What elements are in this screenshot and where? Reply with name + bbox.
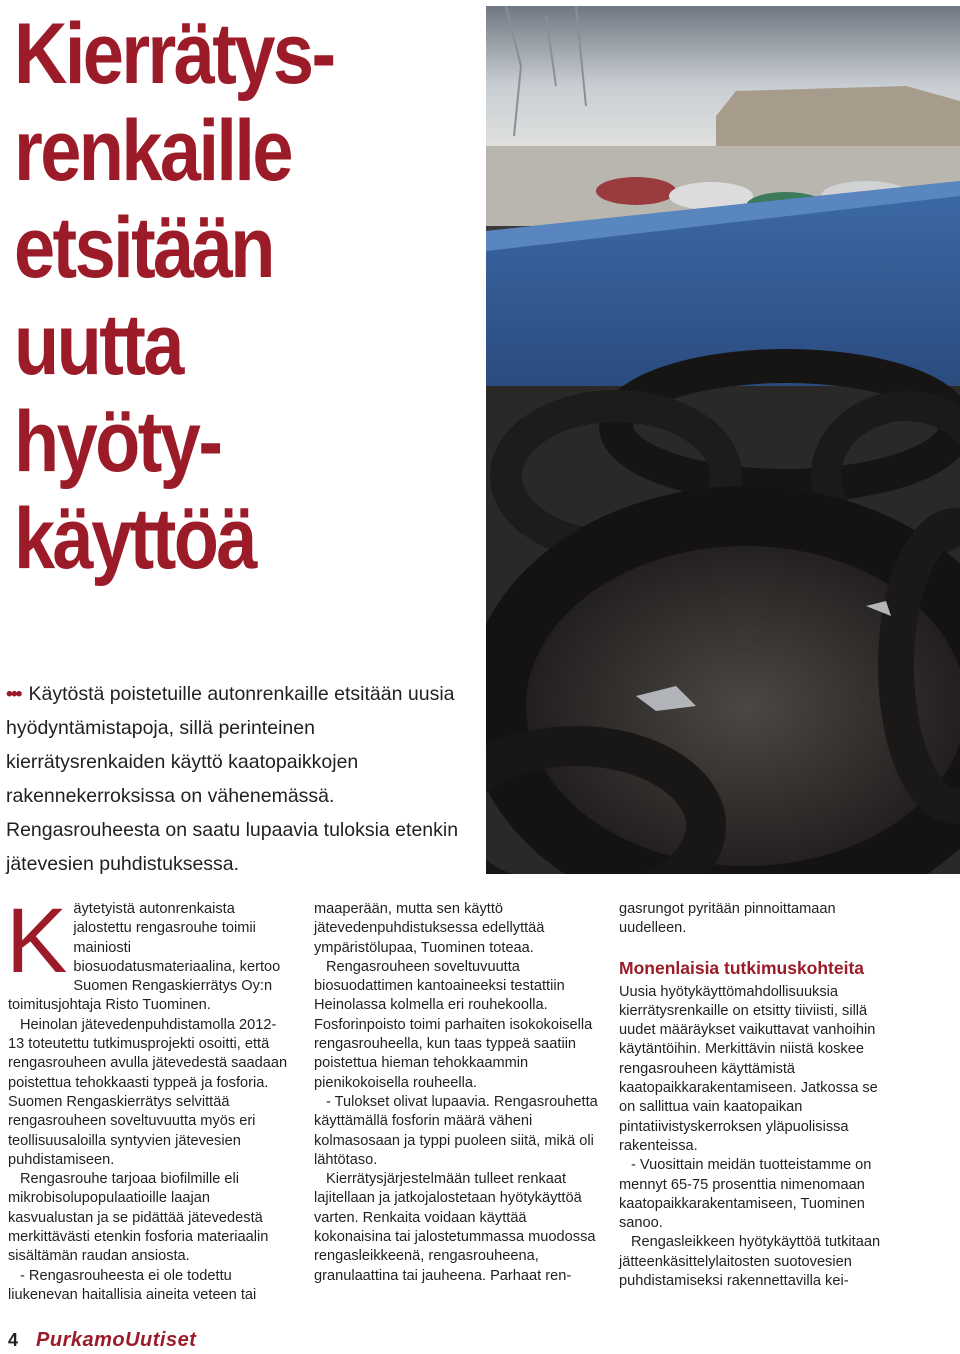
- title-line: uutta: [14, 297, 182, 393]
- title-line: renkaille: [14, 103, 291, 199]
- paragraph: Rengasrouhe tarjoaa biofilmille eli mikrobisolupopulaatioille laajan kasvualustan ja se pidättää jätevedestä merkittävästi etenkin fosforia materiaalin sisältämän raudan ansiosta.: [8, 1171, 269, 1265]
- title-line: Kierrätys-: [14, 6, 334, 102]
- paragraph: gasrungot pyritään pinnoittamaan uudelleen.: [619, 901, 836, 937]
- column-3: [619, 900, 897, 1291]
- building: [716, 86, 960, 156]
- column-2: [314, 900, 598, 1286]
- page-number: 4: [8, 1329, 19, 1350]
- paragraph: maaperään, mutta sen käyttö jätevedenpuhdistuksessa edellyttää ympäristölupaa, Tuominen toteaa.: [314, 901, 545, 956]
- paragraph: Uusia hyötykäyttömahdollisuuksia kierrätysrenkaille on etsitty tiiviisti, sillä uudet määräykset vaikuttavat vanhoihin käytäntöihin. Merkittävin niistä koskee rengasrouheen käyttämistä kaatopaikkarakentamiseen. Jatkossa se on sallittua vain kaatopaikan pintatiivistyskerroksen yläpuolisissa rakenteissa.: [619, 983, 878, 1154]
- tire-pile-illustration: [486, 6, 960, 874]
- publication-logo: PurkamoUutiset: [36, 1328, 197, 1351]
- tire-pile-photo: [486, 6, 960, 874]
- article-title: [14, 6, 410, 588]
- title-line: käyttöä: [14, 491, 255, 587]
- subheading: Monenlaisia tutkimuskohteita: [619, 957, 865, 978]
- column-1: [6, 890, 290, 1305]
- paragraph: Rengasleikkeen hyötykäyttöä tutkitaan jätteenkäsittelylaitosten suotovesien puhdistamiseksi rakennettavilla kei-: [619, 1234, 881, 1290]
- page-footer: [8, 1326, 196, 1354]
- lede-text: Käytöstä poistetuille autonrenkaille etsitään uusia hyödyntämistapoja, sillä perinteinen kierrätysrenkaiden käyttö kaatopaikkojen rakennekerroksissa on vähenemässä. Rengasrouheesta on saatu lupaavia tuloksia etenkin jätevesien puhdistuksessa.: [6, 683, 459, 875]
- paragraph: äytetyistä autonrenkaista jalostettu rengasrouhe toimii mainiosti biosuodatusmateriaalina, kertoo Suomen Rengaskierrätys Oy:n toimitusjohtaja Risto Tuominen.: [8, 901, 281, 1014]
- drop-cap: K: [6, 890, 68, 992]
- title-line: etsitään: [14, 200, 273, 296]
- car-red: [596, 177, 676, 205]
- paragraph: Kierrätysjärjestelmään tulleet renkaat lajitellaan ja jatkojalostetaan hyötykäyttöä varten. Renkaita voidaan käyttää kokonaisina tai jalostetummassa muodossa rengasleikkeenä, rengasrouheena, granulaattina tai jauheena. Parhaat ren-: [314, 1171, 596, 1284]
- paragraph: - Vuosittain meidän tuotteistamme on mennyt 65-75 prosenttia nimenomaan kaatopaikkarakentamiseen, Tuominen sanoo.: [619, 1157, 872, 1232]
- paragraph: Rengasrouheen soveltuvuutta biosuodattimen kantoaineeksi testattiin Heinolassa kolmella eri rouhekoolla. Fosforinpoisto toimi parhaiten isokokoisella rengasrouheella, kun taas typpeä saatiin poistettua hieman tehokkaammin pienikokoisella rouheella.: [314, 958, 593, 1091]
- title-line: hyöty-: [14, 394, 221, 490]
- paragraph: Heinolan jätevedenpuhdistamolla 2012-13 toteutettu tutkimusprojekti osoitti, että rengasrouheen avulla jätevedestä saadaan poistettua tehokkaasti typpeä ja fosforia. Suomen Rengaskierrätys selvittää rengasrouheen soveltuvuutta myös eri teollisuusaloilla syntyvien jätevesien puhdistamiseen.: [8, 1016, 288, 1168]
- lede-bullet-dots: •••: [6, 683, 21, 705]
- paragraph: - Tulokset olivat lupaavia. Rengasrouhetta käyttämällä fosforin määrä väheni kolmasosaan ja typpi puoleen siitä, mikä oli lähtötaso.: [314, 1093, 598, 1168]
- article-lede: [6, 677, 476, 881]
- paragraph: - Rengasrouheesta ei ole todettu liukenevan haitallisia aineita veteen tai: [8, 1267, 257, 1303]
